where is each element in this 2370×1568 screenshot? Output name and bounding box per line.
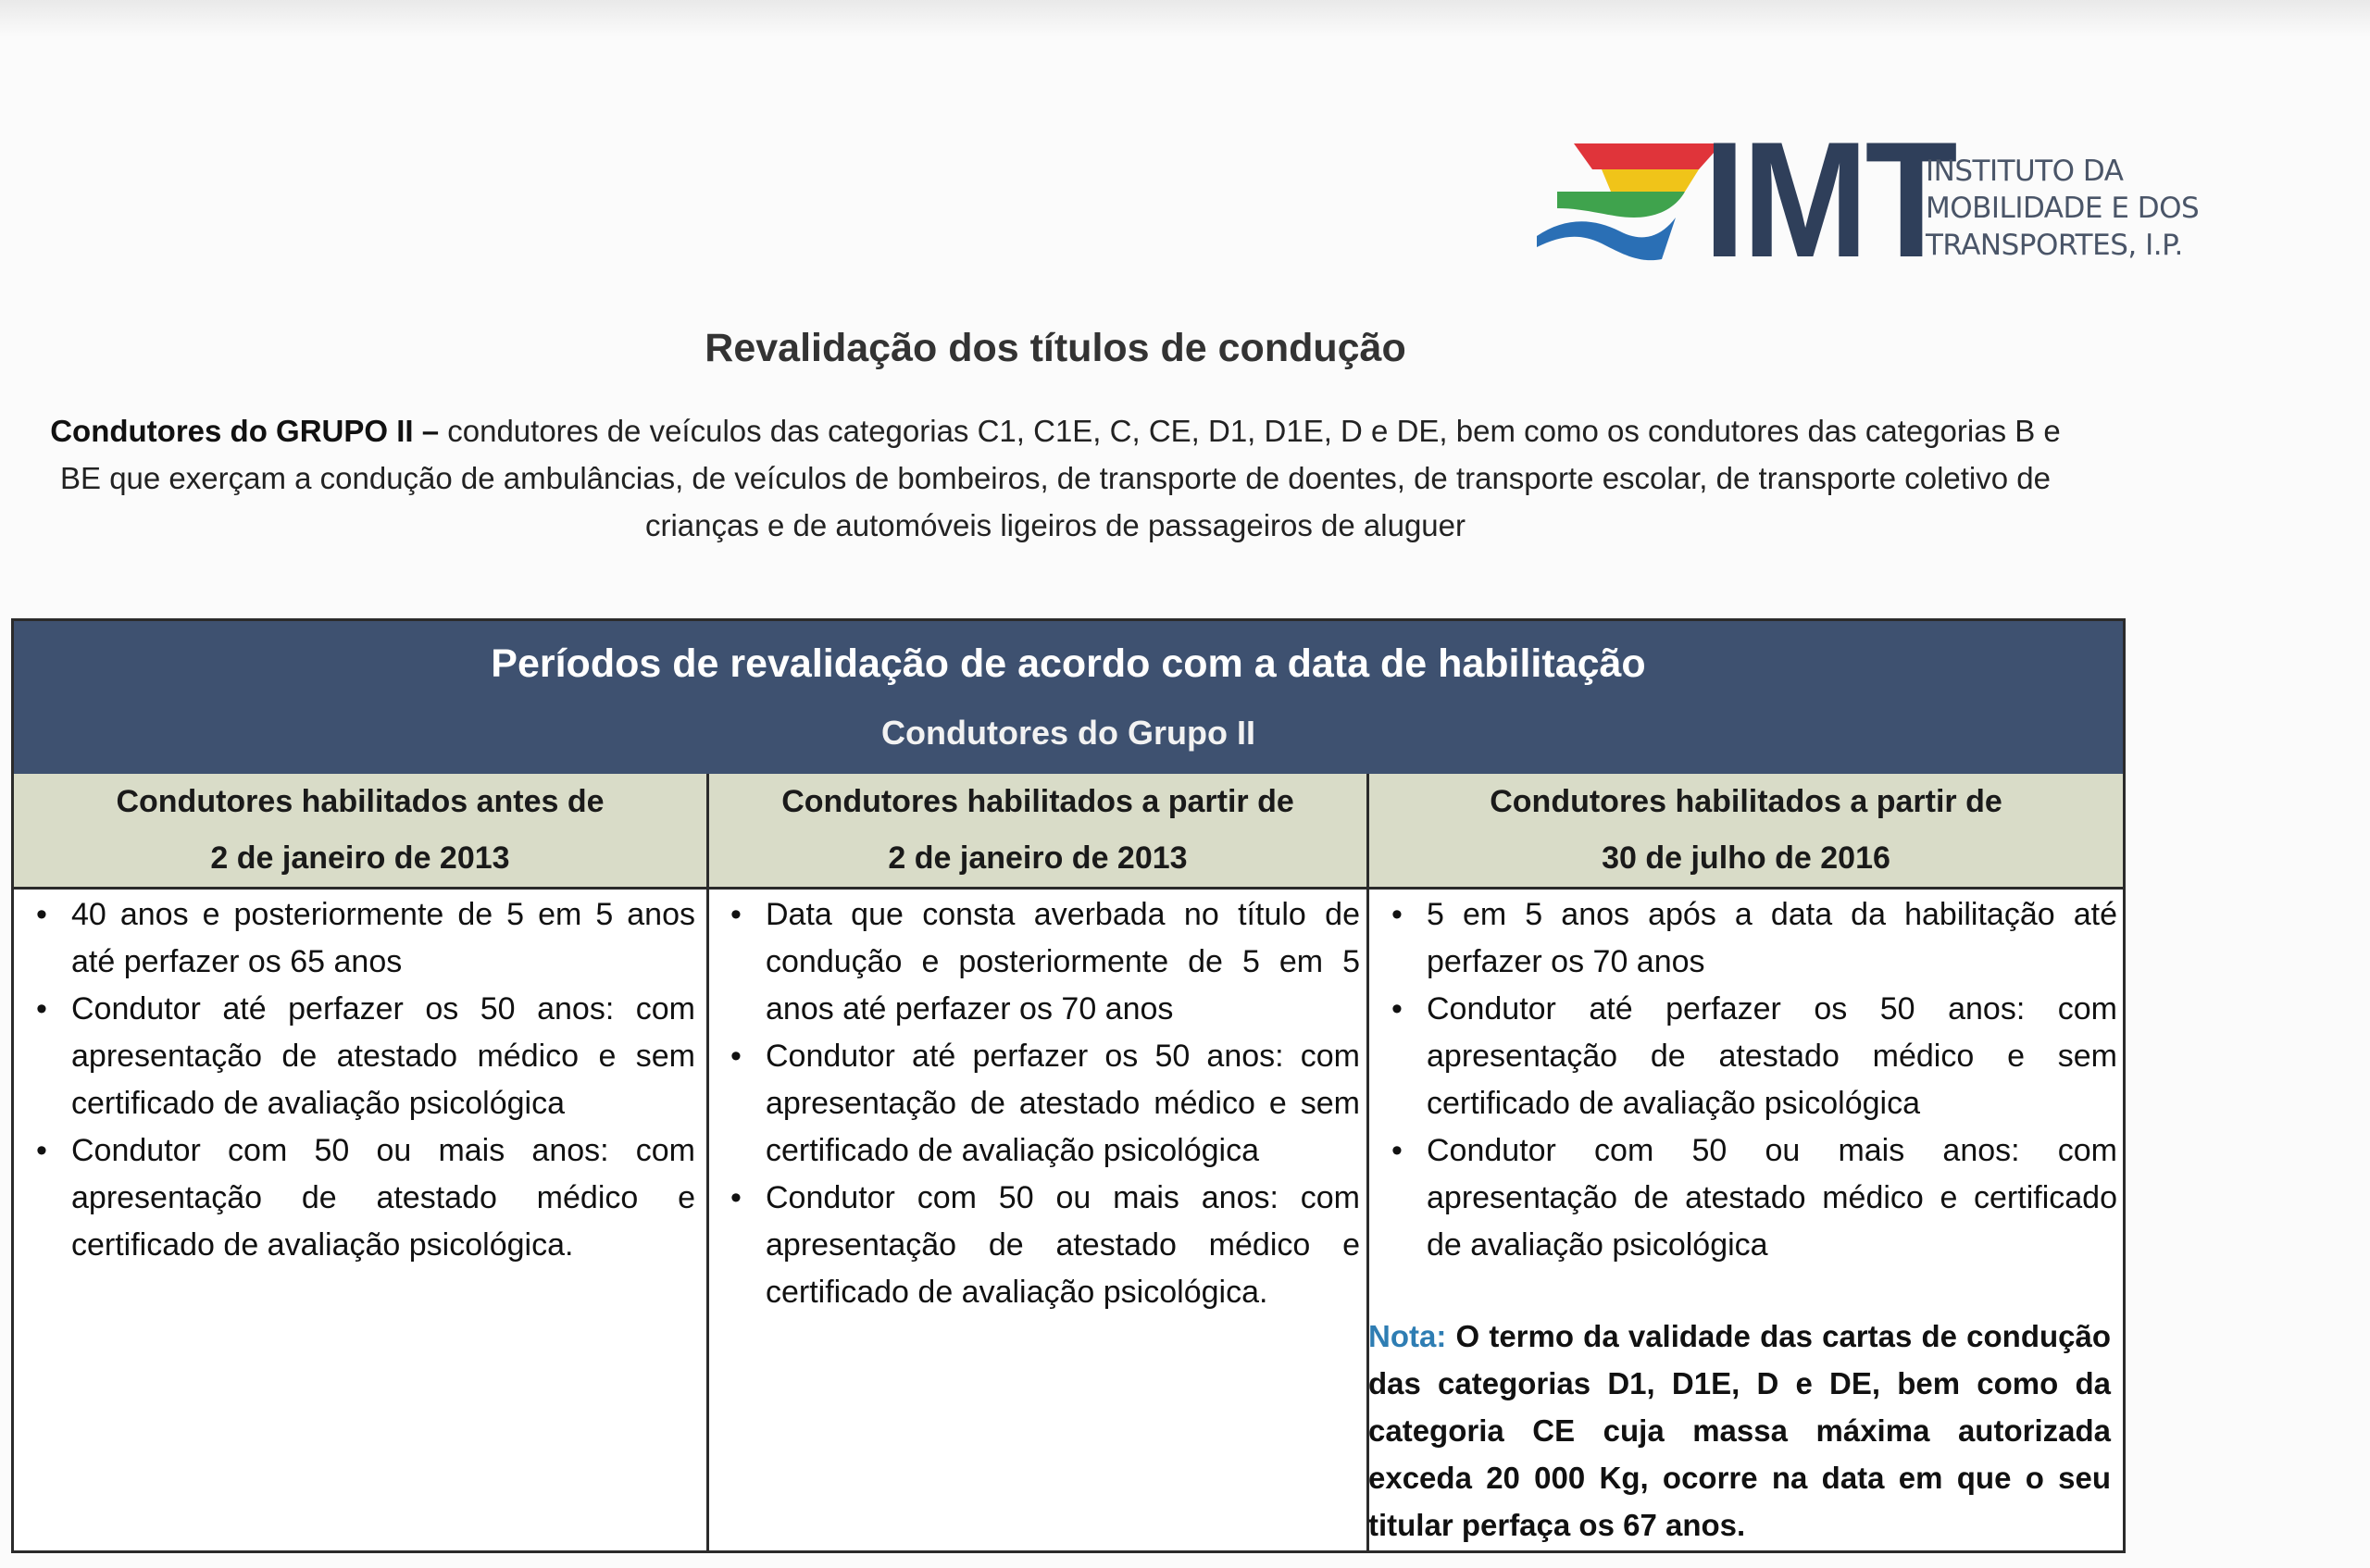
table-header-subtitle: Condutores do Grupo II bbox=[881, 714, 1255, 752]
list-item: • Condutor com 50 ou mais anos: com apresentação de atestado médico e certificado de avaliação psicológica. bbox=[725, 1175, 1360, 1316]
logo-line-1: INSTITUTO DA bbox=[1926, 155, 2124, 188]
column-body bbox=[1386, 891, 2117, 1269]
bullet-list bbox=[31, 891, 695, 1269]
list-item: • Condutor até perfazer os 50 anos: com apresentação de atestado médico e sem certificado de avaliação psicológica bbox=[1386, 986, 2117, 1127]
intro-paragraph bbox=[28, 407, 2083, 549]
logo-line-2: MOBILIDADE E DOS bbox=[1926, 192, 2200, 225]
column-body bbox=[725, 891, 1360, 1316]
column-heading-line-2: 2 de janeiro de 2013 bbox=[888, 840, 1188, 876]
list-item: • 5 em 5 anos após a data da habilitação até perfazer os 70 anos bbox=[1386, 891, 2117, 986]
column-heading bbox=[709, 774, 1366, 887]
column-heading bbox=[1369, 774, 2123, 887]
imt-logo bbox=[1537, 107, 2203, 292]
list-item: • Condutor com 50 ou mais anos: com apresentação de atestado médico e certificado de avaliação psicológica. bbox=[31, 1127, 695, 1269]
column-body bbox=[31, 891, 695, 1269]
list-item: • Data que consta averbada no título de condução e posteriormente de 5 em 5 anos até perfazer os 70 anos bbox=[725, 891, 1360, 1033]
column-heading-line-2: 2 de janeiro de 2013 bbox=[210, 840, 510, 876]
table-header bbox=[14, 621, 2123, 774]
logo-institute-name bbox=[1926, 153, 2199, 264]
bullet-list bbox=[1386, 891, 2117, 1269]
table-header-title: Períodos de revalidação de acordo com a data de habilitação bbox=[491, 641, 1646, 686]
list-item: • Condutor com 50 ou mais anos: com apresentação de atestado médico e certificado de avaliação psicológica bbox=[1386, 1127, 2117, 1269]
logo-acronym: IMT bbox=[1703, 107, 1954, 292]
logo-line-3: TRANSPORTES, I.P. bbox=[1926, 229, 2183, 262]
column-headings-row bbox=[14, 774, 2123, 890]
note-paragraph bbox=[1368, 1313, 2111, 1549]
note-label: Nota: bbox=[1368, 1319, 1447, 1353]
intro-lead: Condutores do GRUPO II – bbox=[50, 414, 440, 448]
column-heading-line-1: Condutores habilitados a partir de bbox=[781, 784, 1294, 819]
column-heading-line-1: Condutores habilitados antes de bbox=[116, 784, 605, 819]
column-heading-line-2: 30 de julho de 2016 bbox=[1602, 840, 1890, 876]
document-title: Revalidação dos títulos de condução bbox=[705, 326, 1406, 370]
column-heading-line-1: Condutores habilitados a partir de bbox=[1490, 784, 2002, 819]
list-item: • Condutor até perfazer os 50 anos: com apresentação de atestado médico e sem certificado de avaliação psicológica bbox=[725, 1033, 1360, 1175]
bullet-list bbox=[725, 891, 1360, 1316]
list-item: • 40 anos e posteriormente de 5 em 5 anos até perfazer os 65 anos bbox=[31, 891, 695, 986]
imt-logo-mark-icon bbox=[1537, 143, 1722, 264]
column-heading bbox=[14, 774, 706, 887]
scan-shadow bbox=[0, 0, 2370, 37]
column-divider bbox=[706, 774, 709, 1550]
note-text: O termo da validade das cartas de condução das categorias D1, D1E, D e DE, bem como da categoria CE cuja massa máxima autorizada exceda 20 000 Kg, ocorre na data em que o seu titular perfaça os 67 anos. bbox=[1368, 1319, 2112, 1542]
intro-text: condutores de veículos das categorias C1, C1E, C, CE, D1, D1E, D e DE, bem como os condutores das categorias B e BE que exerçam a condução de ambulâncias, de veículos de bombeiros, de transporte de doentes, de transporte escolar, de transporte coletivo de crianças e de automóveis ligeiros de passageiros de aluguer bbox=[60, 414, 2061, 542]
list-item: • Condutor até perfazer os 50 anos: com apresentação de atestado médico e sem certificado de avaliação psicológica bbox=[31, 986, 695, 1127]
